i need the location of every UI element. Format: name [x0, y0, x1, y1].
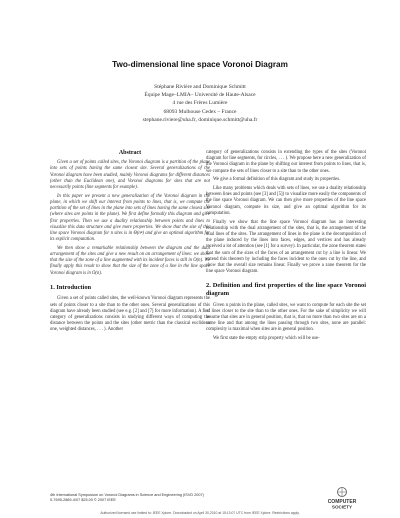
abstract-paragraph: Given a set of points called sites, the Voronoi diagram is a partition of the plane into sets of points having the same closest site. Several generalizations of the Voronoi diagram have been studied, mainly Voronoi diagrams for different distances (other than the Euclidean one), and Voronoi diagrams for sites that are not necessarily points (line segments for example). [50, 160, 210, 191]
author-address-street: 4 rue des Frères Lumière [172, 100, 228, 107]
section-heading-definition: 2. Definition and first properties of the line space Voronoi diagram [206, 282, 366, 297]
body-paragraph: Like many problems which deals with sets of lines, we use a duality relationship between lines and points (see [3] and [5]) to visualize more easily the components of the line space Voronoi diagram. We can then give more properties of the line space Voronoi diagram, compute its size, and give an optimal algorithm for its computation. [206, 186, 366, 216]
authorized-use-note: Authorized licensed use limited to: IEEE Xplore. Downloaded on April 30,2010 at 15:13:07 UTC from IEEE Xplore. Restrictions apply. [100, 511, 300, 515]
author-address-city: 68093 Mulhouse Cedex – France [163, 108, 237, 115]
author-affiliation: Équipe Mage–LMIA– Université de Haute-Alsace [144, 92, 256, 99]
author-emails: stephane.riviere@uha.fr, dominique.schmitt@uha.fr [142, 116, 258, 123]
conference-footer [50, 493, 350, 503]
abstract-body [50, 160, 210, 277]
left-column [50, 150, 210, 336]
body-paragraph: Finally we show that the line space Voronoi diagram has an interesting relationship with the dual arrangement of the sites, that is, the arrangement of the dual lines of the sites. The arrangement of lines in the plane is the decomposition of the plane induced by the lines into faces, edges, and vertices and has already received a lot of attention (see [1] for a survey). In particular, the zone theorem states that the sum of the sizes of the faces of an arrangement cut by a line is linear. We extend this theorem by including the faces incident to the ones cut by the line, and show that the overall size remains linear. Finally we prove a zone theorem for the line space Voronoi diagram. [206, 219, 366, 275]
abstract-paragraph: We then show a remarkable relationship between the diagram and the dual arrangement of the sites and give a new result on an arrangement of lines: we show that the size of the zone of a line augmented with its incident faces is still in O(n). We finally apply this result to show that the size of the zone of a line in the line space Voronoi diagram is in O(n). [50, 245, 210, 276]
abstract-heading: Abstract [118, 150, 142, 156]
body-paragraph: We give a formal definition of this diagram and study its properties. [213, 177, 341, 183]
section-heading-introduction: 1. Introduction [50, 283, 92, 291]
section2-paragraph: We first state the empty strip property which will be use- [213, 336, 320, 342]
paper-title: Two-dimensional line space Voronoi Diagram [112, 60, 288, 69]
footer-copyright: 0-7695-2869-4/07 $25.00 © 2007 IEEE [50, 497, 116, 502]
right-column [206, 150, 366, 345]
footer-conference: 4th International Symposium on Voronoi Diagrams in Science and Engineering (ISVD 2007) [50, 493, 204, 497]
logo-text-computer: COMPUTER [327, 499, 357, 505]
author-block [0, 83, 400, 124]
body-paragraph: category of generalizations consists in extending the types of the sites (Voronoi diagram for line segments, for circles, . . . ). We propose here a new generalization of the Voronoi diagram in the plane by shifting our interest from points to lines, that is, we compute the sets of lines closer to a site than to the other ones. [206, 150, 366, 174]
logo-text-society: SOCIETY [331, 504, 353, 510]
section2-paragraph: Given n points in the plane, called sites, we want to compute for each site the set of lines closer to the site than to the other ones. For the sake of simplicity we will assume that sites are in general position, that is, that no more than two sites are on a same line and that among the lines passing through two sites, none are parallel: complexity is maximal when sites are in general position. [206, 302, 366, 333]
author-names: Stéphane Rivière and Dominique Schmitt [154, 84, 246, 90]
computer-society-logo [325, 486, 359, 510]
abstract-paragraph: In this paper we present a new generalization of the Voronoi diagram in the plane, in which we shift our interest from points to lines, that is, we compute the partition of the set of lines in the plane into sets of lines having the same closest site (where sites are points in the plane). We first define formally this diagram and give first properties. Then we use a duality relationship between points and lines to visualize this data structure and give more properties. We show that the size of this line space Voronoi diagram for n sites is in Θ(n⁴) and give an optimal algorithm for its explicit computation. [50, 193, 210, 243]
intro-paragraph: Given a set of points called sites, the well-known Voronoi diagram represents the sets of points closer to a site than to the other ones. Several generalizations of this diagram have already been studied (see e.g. [2] and [7] for more information). A first category of generalizations consists in studying different ways of computing the distance between the points and the sites (other metric than the classical euclidean one, weighted distances, . . . ). Another [50, 296, 210, 333]
